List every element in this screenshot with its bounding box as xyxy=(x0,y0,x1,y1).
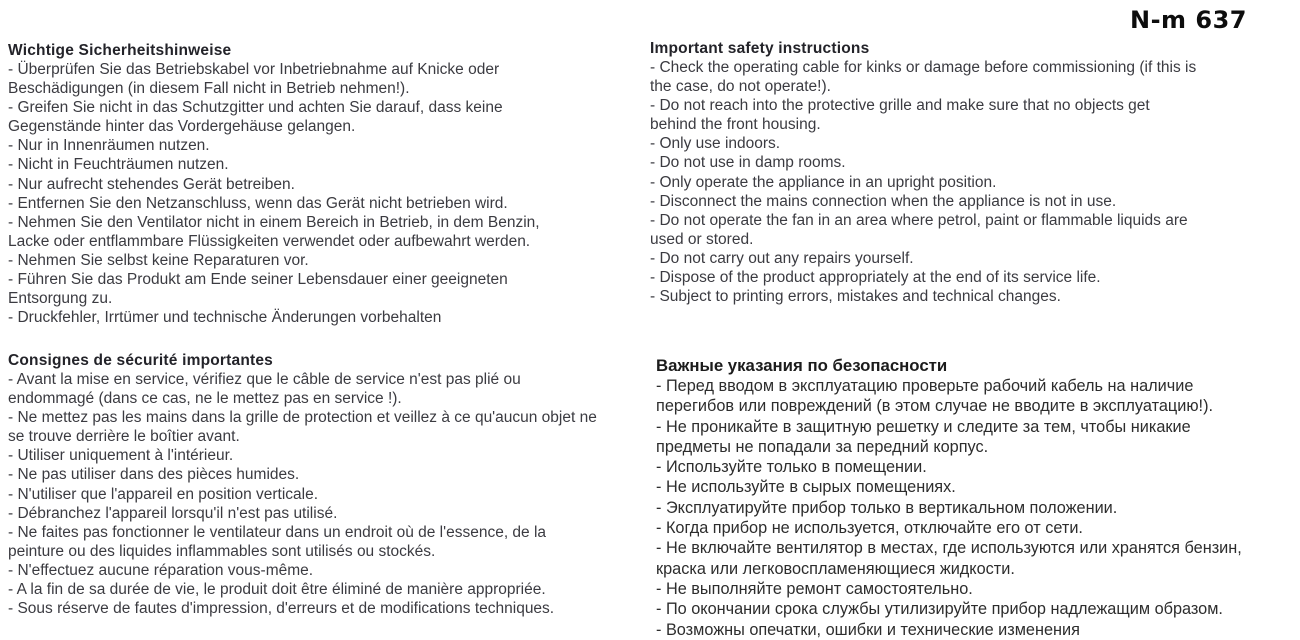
text-line: - Subject to printing errors, mistakes and technical changes. xyxy=(650,288,1061,306)
text-line: краска или легковоспламеняющиеся жидкости. xyxy=(656,559,1015,578)
section-body-russian xyxy=(656,376,1242,640)
text-line: - Не включайте вентилятор в местах, где используются или хранятся бензин, xyxy=(656,539,1242,558)
text-line: the case, do not operate!). xyxy=(650,78,831,96)
text-line: behind the front housing. xyxy=(650,116,821,134)
text-line: предметы не попадали за передний корпус. xyxy=(656,437,989,456)
text-line: - Führen Sie das Produkt am Ende seiner Lebensdauer einer geeigneten xyxy=(8,271,508,289)
section-title-french: Consignes de sécurité importantes xyxy=(8,352,273,369)
text-line: - Nicht in Feuchträumen nutzen. xyxy=(8,156,229,174)
text-line: - Avant la mise en service, vérifiez que le câble de service n'est pas plié ou xyxy=(8,371,521,388)
text-line: - Do not use in damp rooms. xyxy=(650,154,846,172)
text-line: - Only operate the appliance in an upright position. xyxy=(650,173,997,191)
text-line: - N'utiliser que l'appareil en position verticale. xyxy=(8,485,319,503)
text-line: - Когда прибор не используется, отключайте его от сети. xyxy=(656,519,1083,538)
text-line: - Greifen Sie nicht in das Schutzgitter und achten Sie darauf, dass keine xyxy=(8,99,503,117)
text-line: - Do not reach into the protective grille and make sure that no objects get xyxy=(650,97,1150,115)
text-line: - По окончании срока службы утилизируйте прибор надлежащим образом. xyxy=(656,600,1223,619)
text-line: used or stored. xyxy=(650,230,754,248)
text-line: - Перед вводом в эксплуатацию проверьте рабочий кабель на наличие xyxy=(656,377,1194,395)
text-line: - Nehmen Sie den Ventilator nicht in einem Bereich in Betrieb, in dem Benzin, xyxy=(8,213,540,231)
text-line: - Nur aufrecht stehendes Gerät betreiben. xyxy=(8,175,295,193)
text-line: - Überprüfen Sie das Betriebskabel vor Inbetriebnahme auf Knicke oder xyxy=(8,61,500,78)
text-line: peinture ou des liquides inflammables sont utilisés ou stockés. xyxy=(8,542,436,560)
section-french xyxy=(8,351,597,618)
text-line: se trouve derrière le boîtier avant. xyxy=(8,428,240,446)
text-line: - A la fin de sa durée de vie, le produit doit être éliminé de manière appropriée. xyxy=(8,581,546,599)
section-russian xyxy=(656,355,1242,640)
section-body-german xyxy=(8,60,540,327)
text-line: Entsorgung zu. xyxy=(8,290,113,308)
text-line: Gegenstände hinter das Vordergehäuse gelangen. xyxy=(8,118,356,136)
text-line: - Возможны опечатки, ошибки и технические изменения xyxy=(656,620,1080,639)
text-line: - Эксплуатируйте прибор только в вертикальном положении. xyxy=(656,498,1118,517)
text-line: - Utiliser uniquement à l'intérieur. xyxy=(8,447,234,465)
text-line: - Only use indoors. xyxy=(650,135,781,153)
text-line: - Ne pas utiliser dans des pièces humides. xyxy=(8,466,300,484)
text-line: - Check the operating cable for kinks or damage before commissioning (if this is xyxy=(650,59,1197,76)
section-english xyxy=(650,39,1196,306)
section-body-english xyxy=(650,58,1196,306)
text-line: - Entfernen Sie den Netzanschluss, wenn das Gerät nicht betrieben wird. xyxy=(8,194,508,212)
text-line: Lacke oder entflammbare Flüssigkeiten verwendet oder aufbewahrt werden. xyxy=(8,232,531,250)
text-line: перегибов или повреждений (в этом случае не вводите в эксплуатацию!). xyxy=(656,397,1214,416)
section-title-english: Important safety instructions xyxy=(650,40,870,57)
text-line: - Nur in Innenräumen nutzen. xyxy=(8,137,210,155)
text-line: - Не используйте в сырых помещениях. xyxy=(656,478,956,497)
text-line: - Débranchez l'appareil lorsqu'il n'est pas utilisé. xyxy=(8,504,338,522)
section-body-french xyxy=(8,370,597,618)
text-line: - Druckfehler, Irrtümer und technische Änderungen vorbehalten xyxy=(8,309,442,327)
text-line: endommagé (dans ce cas, ne le mettez pas en service !). xyxy=(8,390,402,408)
text-line: - Не выполняйте ремонт самостоятельно. xyxy=(656,579,973,598)
text-line: - Ne mettez pas les mains dans la grille de protection et veillez à ce qu'aucun objet ne xyxy=(8,409,597,427)
text-line: - Не проникайте в защитную решетку и следите за тем, чтобы никакие xyxy=(656,417,1191,436)
text-line: - Используйте только в помещении. xyxy=(656,458,927,477)
section-title-russian: Важные указания по безопасности xyxy=(656,356,948,375)
text-line: - Nehmen Sie selbst keine Reparaturen vor. xyxy=(8,251,309,269)
text-line: - Do not operate the fan in an area where petrol, paint or flammable liquids are xyxy=(650,211,1188,229)
section-title-german: Wichtige Sicherheitshinweise xyxy=(8,42,232,59)
text-line: - Do not carry out any repairs yourself. xyxy=(650,249,914,267)
section-german xyxy=(8,41,540,327)
model-number: N-m 637 xyxy=(1130,6,1248,34)
text-line: Beschädigungen (in diesem Fall nicht in Betrieb nehmen!). xyxy=(8,80,410,98)
text-line: - Dispose of the product appropriately at the end of its service life. xyxy=(650,269,1101,287)
text-line: - Sous réserve de fautes d'impression, d'erreurs et de modifications techniques. xyxy=(8,600,555,618)
text-line: - N'effectuez aucune réparation vous-même. xyxy=(8,561,314,579)
text-line: - Disconnect the mains connection when the appliance is not in use. xyxy=(650,192,1117,210)
text-line: - Ne faites pas fonctionner le ventilateur dans un endroit où de l'essence, de la xyxy=(8,523,547,541)
